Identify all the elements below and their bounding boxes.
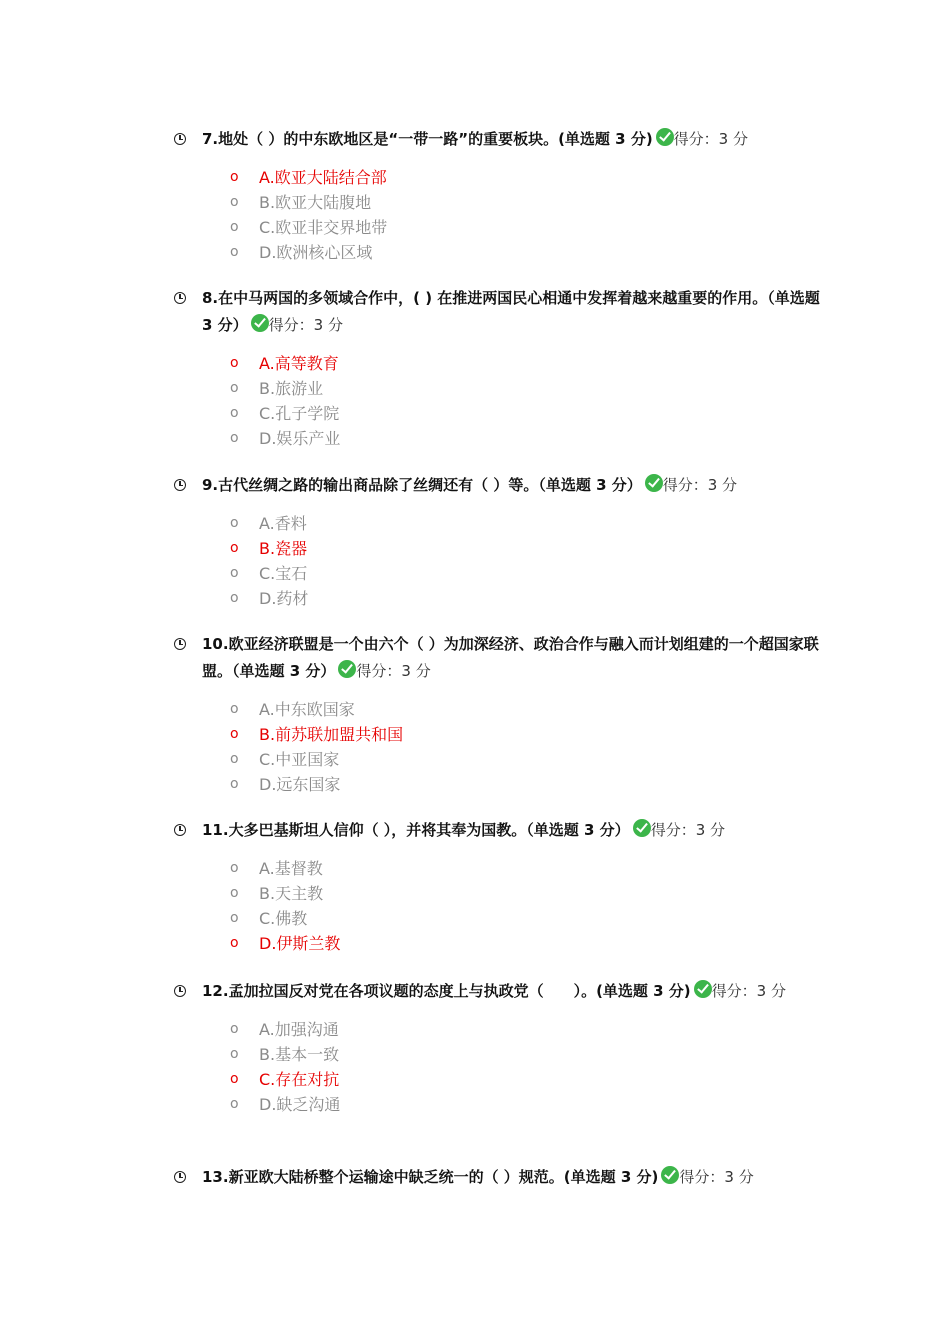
- bullet-icon: o: [230, 380, 239, 396]
- question-block: [172, 978, 832, 1117]
- option-label: C.欧亚非交界地带: [259, 218, 388, 237]
- question-block: [172, 285, 832, 451]
- question-header: [172, 285, 832, 339]
- check-icon: [338, 660, 356, 678]
- bullet-icon: o: [230, 885, 239, 901]
- check-icon: [694, 980, 712, 998]
- question-header: [172, 1164, 832, 1191]
- option-item: [172, 1017, 832, 1042]
- option-item-correct: [172, 351, 832, 376]
- option-label: A.加强沟通: [259, 1020, 339, 1039]
- clock-icon: [174, 985, 186, 997]
- bullet-icon: o: [230, 540, 239, 556]
- score-text: 得分：3 分: [356, 662, 431, 680]
- question-text: 7.地处（ ）的中东欧地区是“一带一路”的重要板块。(单选题 3 分): [202, 130, 653, 148]
- question-text: 10.欧亚经济联盟是一个由六个（ ）为加深经济、政治合作与融入而计划组建的一个超国家联盟。（单选题 3 分）: [202, 635, 819, 680]
- bullet-icon: o: [230, 405, 239, 421]
- option-label: A.香料: [259, 514, 307, 533]
- option-label: B.瓷器: [259, 539, 308, 558]
- bullet-icon: o: [230, 244, 239, 260]
- option-label: B.前苏联加盟共和国: [259, 725, 404, 744]
- option-label: D.娱乐产业: [259, 429, 341, 448]
- score-text: 得分：3 分: [268, 316, 343, 334]
- score-text: 得分：3 分: [673, 130, 748, 148]
- bullet-icon: o: [230, 910, 239, 926]
- clock-icon: [174, 479, 186, 491]
- bullet-icon: o: [230, 515, 239, 531]
- question-text: 9.古代丝绸之路的输出商品除了丝绸还有（ ）等。（单选题 3 分）: [202, 476, 642, 494]
- question-header: [172, 817, 832, 844]
- option-item: [172, 906, 832, 931]
- option-label: A.欧亚大陆结合部: [259, 168, 387, 187]
- option-label: B.旅游业: [259, 379, 324, 398]
- option-item: [172, 376, 832, 401]
- option-label: D.欧洲核心区域: [259, 243, 373, 262]
- option-label: A.高等教育: [259, 354, 339, 373]
- option-list: [172, 856, 832, 956]
- option-item: [172, 697, 832, 722]
- question-header: [172, 472, 832, 499]
- bullet-icon: o: [230, 1096, 239, 1112]
- option-item: [172, 426, 832, 451]
- option-label: D.药材: [259, 589, 309, 608]
- bullet-icon: o: [230, 219, 239, 235]
- check-icon: [661, 1166, 679, 1184]
- score-text: 得分：3 分: [662, 476, 738, 494]
- score-text: 得分：3 分: [679, 1168, 754, 1186]
- question-header: [172, 631, 832, 685]
- option-list: [172, 165, 832, 265]
- option-list: [172, 697, 832, 797]
- option-item: [172, 747, 832, 772]
- bullet-icon: o: [230, 1021, 239, 1037]
- option-list: [172, 511, 832, 611]
- option-list: [172, 351, 832, 451]
- option-item-correct: [172, 536, 832, 561]
- bullet-icon: o: [230, 194, 239, 210]
- option-item: [172, 561, 832, 586]
- question-block: [172, 472, 832, 611]
- option-label: C.存在对抗: [259, 1070, 340, 1089]
- bullet-icon: o: [230, 430, 239, 446]
- bullet-icon: o: [230, 1071, 239, 1087]
- option-label: A.基督教: [259, 859, 323, 878]
- option-item-correct: [172, 931, 832, 956]
- option-item: [172, 881, 832, 906]
- question-text: 11.大多巴基斯坦人信仰（ ），并将其奉为国教。（单选题 3 分）: [202, 821, 630, 839]
- option-label: A.中东欧国家: [259, 700, 355, 719]
- question-block: [172, 631, 832, 797]
- score-text: 得分：3 分: [650, 821, 725, 839]
- bullet-icon: o: [230, 935, 239, 951]
- option-label: D.伊斯兰教: [259, 934, 341, 953]
- bullet-icon: o: [230, 751, 239, 767]
- score-text: 得分：3 分: [711, 982, 786, 1000]
- question-header: [172, 126, 832, 153]
- option-item: [172, 401, 832, 426]
- check-icon: [251, 314, 269, 332]
- bullet-icon: o: [230, 701, 239, 717]
- option-label: B.天主教: [259, 884, 324, 903]
- option-label: B.欧亚大陆腹地: [259, 193, 372, 212]
- option-label: D.缺乏沟通: [259, 1095, 341, 1114]
- bullet-icon: o: [230, 1046, 239, 1062]
- option-item: [172, 1042, 832, 1067]
- option-item: [172, 856, 832, 881]
- clock-icon: [174, 133, 186, 145]
- clock-icon: [174, 1171, 186, 1183]
- option-item: [172, 240, 832, 265]
- question-block: [172, 126, 832, 265]
- clock-icon: [174, 292, 186, 304]
- bullet-icon: o: [230, 169, 239, 185]
- question-block: [172, 817, 832, 956]
- option-item-correct: [172, 165, 832, 190]
- bullet-icon: o: [230, 590, 239, 606]
- option-label: C.孔子学院: [259, 404, 340, 423]
- bullet-icon: o: [230, 726, 239, 742]
- question-text: 8.在中马两国的多领域合作中，( ) 在推进两国民心相通中发挥着越来越重要的作用。（单选题 3 分）: [202, 289, 820, 334]
- check-icon: [633, 819, 651, 837]
- option-label: D.远东国家: [259, 775, 341, 794]
- clock-icon: [174, 638, 186, 650]
- option-label: C.佛教: [259, 909, 308, 928]
- option-item: [172, 772, 832, 797]
- question-header: [172, 978, 832, 1005]
- check-icon: [656, 128, 674, 146]
- question-block: [172, 1164, 832, 1191]
- clock-icon: [174, 824, 186, 836]
- option-item-correct: [172, 1067, 832, 1092]
- option-label: B.基本一致: [259, 1045, 340, 1064]
- check-icon: [645, 474, 663, 492]
- bullet-icon: o: [230, 860, 239, 876]
- option-item: [172, 190, 832, 215]
- option-item-correct: [172, 722, 832, 747]
- bullet-icon: o: [230, 776, 239, 792]
- option-label: C.宝石: [259, 564, 308, 583]
- option-item: [172, 1092, 832, 1117]
- option-item: [172, 586, 832, 611]
- question-text: 12.孟加拉国反对党在各项议题的态度上与执政党（ ）。(单选题 3 分): [202, 982, 691, 1000]
- option-item: [172, 215, 832, 240]
- option-list: [172, 1017, 832, 1117]
- bullet-icon: o: [230, 355, 239, 371]
- option-label: C.中亚国家: [259, 750, 340, 769]
- question-text: 13.新亚欧大陆桥整个运输途中缺乏统一的（ ）规范。(单选题 3 分): [202, 1168, 659, 1186]
- option-item: [172, 511, 832, 536]
- bullet-icon: o: [230, 565, 239, 581]
